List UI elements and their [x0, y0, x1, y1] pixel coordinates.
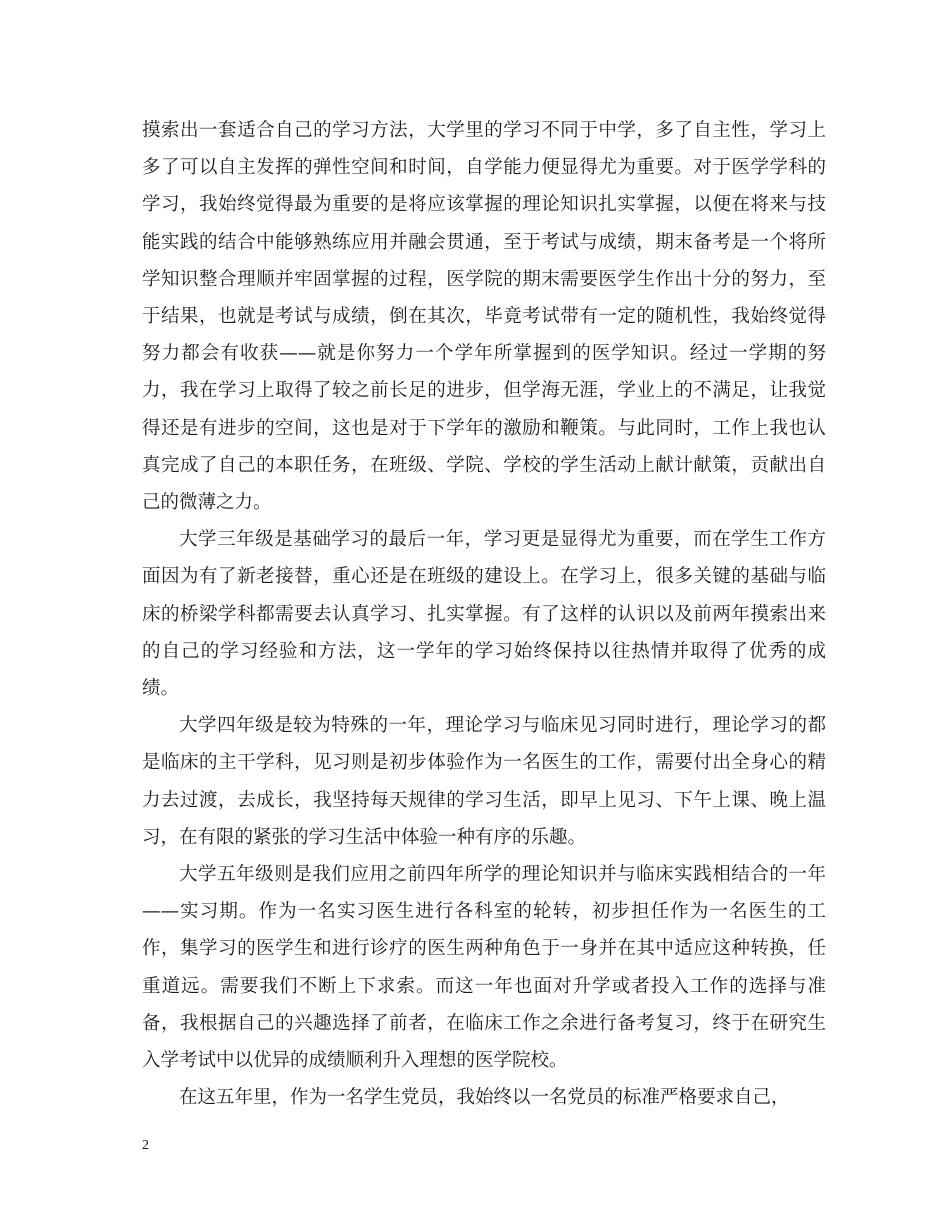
page-number: 2 [142, 1138, 149, 1153]
paragraph-4: 大学五年级则是我们应用之前四年所学的理论知识并与临床实践相结合的一年——实习期。作为一名实习医生进行各科室的轮转，初步担任作为一名医生的工作，集学习的医学生和进行诊疗的医生两种角色于一身并在其中适应这种转换，任重道远。需要我们不断上下求索。而这一年也面对升学或者投入工作的选择与准备，我根据自己的兴趣选择了前者，在临床工作之余进行备考复习，终于在研究生入学考试中以优异的成绩顺利升入理想的医学院校。 [142, 864, 826, 1072]
document-body [142, 112, 826, 1116]
paragraph-5: 在这五年里，作为一名学生党员，我始终以一名党员的标准严格要求自己， [179, 1087, 790, 1109]
paragraph-3: 大学四年级是较为特殊的一年，理论学习与临床见习同时进行，理论学习的都是临床的主干学科，见习则是初步体验作为一名医生的工作，需要付出全身心的精力去过渡，去成长，我坚持每天规律的学习生活，即早上见习、下午上课、晚上温习，在有限的紧张的学习生活中体验一种有序的乐趣。 [142, 715, 826, 848]
paragraph-1: 摸索出一套适合自己的学习方法，大学里的学习不同于中学，多了自主性，学习上多了可以自主发挥的弹性空间和时间，自学能力便显得尤为重要。对于医学学科的学习，我始终觉得最为重要的是将应该掌握的理论知识扎实掌握，以便在将来与技能实践的结合中能够熟练应用并融会贯通，至于考试与成绩，期末备考是一个将所学知识整合理顺并牢固掌握的过程，医学院的期末需要医学生作出十分的努力，至于结果，也就是考试与成绩，倒在其次，毕竟考试带有一定的随机性，我始终觉得努力都会有收获——就是你努力一个学年所掌握到的医学知识。经过一学期的努力，我在学习上取得了较之前长足的进步，但学海无涯，学业上的不满足，让我觉得还是有进步的空间，这也是对于下学年的激励和鞭策。与此同时，工作上我也认真完成了自己的本职任务，在班级、学院、学校的学生活动上献计献策，贡献出自己的微薄之力。 [142, 120, 826, 514]
paragraph-2: 大学三年级是基础学习的最后一年，学习更是显得尤为重要，而在学生工作方面因为有了新老接替，重心还是在班级的建设上。在学习上，很多关键的基础与临床的桥梁学科都需要去认真学习、扎实掌握。有了这样的认识以及前两年摸索出来的自己的学习经验和方法，这一学年的学习始终保持以往热情并取得了优秀的成绩。 [142, 529, 826, 700]
